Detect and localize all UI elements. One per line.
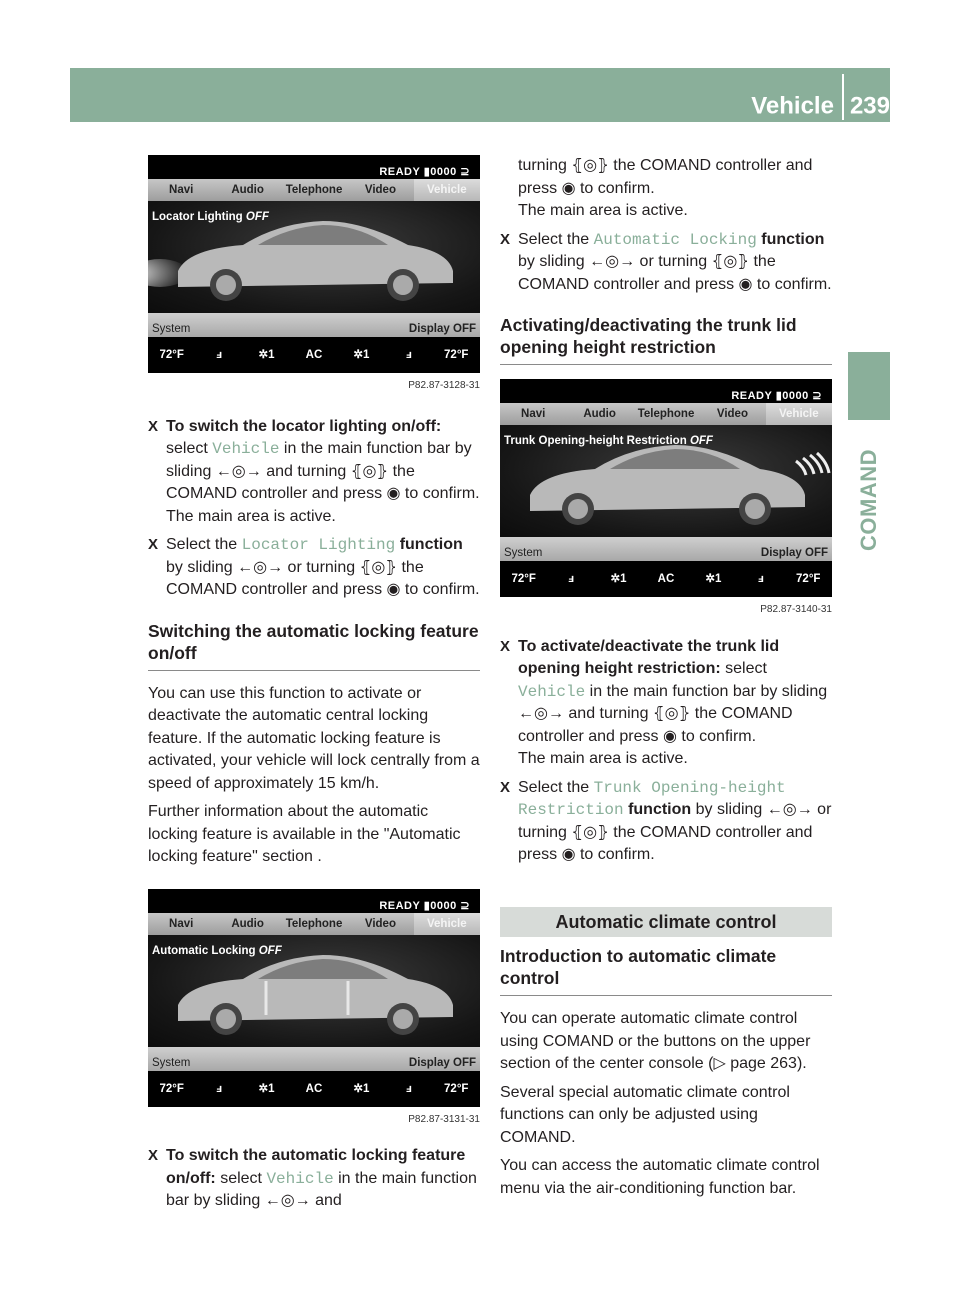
paragraph: Several special automatic climate control functions can only be adjusted using COMAND. (500, 1083, 790, 1146)
step-trunk-2: X Select the Trunk Opening-height Restriction function by sliding ←◎→ or turning ⦃◎⦄ the COMAND controller and press ◉ to confirm. (500, 778, 832, 863)
main-area (148, 201, 480, 313)
climate-bar (500, 561, 832, 597)
temp-right: 72°F (444, 349, 469, 361)
tab-vehicle: Vehicle (414, 179, 480, 201)
main-area (500, 425, 832, 537)
step-automatic-locking-1: X To switch the automatic locking feature on/off: select Vehicle in the main function bar by sliding ←◎→ and (148, 1147, 477, 1209)
display-off-label: Display OFF (760, 547, 828, 559)
tab-audio: Audio (231, 917, 264, 930)
airflow-left-icon: ⅎ (216, 1082, 223, 1095)
step-trunk-1: X To activate/deactivate the trunk lid opening height restriction: select Vehicle in the main function bar by sliding ←◎→ and turning ⦃◎⦄ the COMAND controller and press ◉ to confirm. The main area is active. (500, 637, 828, 767)
fan-left: ✲1 (258, 349, 275, 361)
step-continuation: turning ⦃◎⦄ the COMAND controller and press ◉ to confirm. The main area is active. (518, 157, 813, 219)
temp-left: 72°F (511, 573, 536, 585)
tab-video: Video (716, 408, 748, 420)
system-bar (148, 1047, 480, 1071)
function-bar (500, 403, 832, 425)
tab-telephone: Telephone (285, 184, 343, 196)
paragraph: Further information about the automatic locking feature is available in the "Automatic locking feature" section . (148, 803, 461, 865)
left-column (148, 155, 480, 1219)
system-bar (148, 313, 480, 337)
side-tab-marker (848, 352, 890, 420)
tab-video: Video (364, 184, 396, 196)
airflow-right-icon: ⅎ (405, 349, 412, 361)
tab-navi: Navi (169, 917, 194, 930)
airflow-right-icon: ⅎ (757, 573, 764, 585)
right-column (500, 155, 832, 1206)
function-bar (148, 179, 480, 201)
tab-audio: Audio (231, 184, 264, 196)
system-label: System (504, 547, 543, 559)
temp-left: 72°F (159, 1082, 184, 1095)
step-locator-1: X To switch the locator lighting on/off: select Vehicle in the main function bar by sliding ←◎→ and turning ⦃◎⦄ the COMAND controller and press ◉ to confirm. The main area is active. (148, 417, 480, 525)
system-bar (500, 537, 832, 561)
section-bar-climate: Automatic climate control (500, 907, 832, 938)
screen-function-state: OFF (689, 435, 713, 447)
tab-audio: Audio (583, 408, 616, 420)
page-number: 239 (849, 92, 890, 120)
fan-right: ✲1 (353, 349, 370, 361)
step-locator-2: X Select the Locator Lighting function by sliding ←◎→ or turning ⦃◎⦄ the COMAND controller and press ◉ to confirm. (148, 536, 480, 598)
fan-left: ✲1 (258, 1082, 275, 1095)
airflow-left-icon: ⅎ (216, 349, 223, 361)
status-bar: READY ▮0000 ⊇ (379, 899, 470, 912)
heading-trunk-lid: Activating/deactivating the trunk lid opening height restriction (500, 314, 832, 365)
temp-right: 72°F (796, 573, 821, 585)
screen-figure-locator (148, 155, 480, 373)
figure-caption: P82.87-3140-31 (760, 604, 832, 615)
screen-function-name: Automatic Locking (152, 944, 256, 957)
fan-right: ✲1 (353, 1082, 370, 1095)
figure-caption: P82.87-3128-31 (408, 380, 480, 391)
airflow-left-icon: ⅎ (568, 573, 575, 585)
tab-navi: Navi (169, 184, 194, 196)
section-title: Vehicle (751, 92, 834, 120)
heading-automatic-locking: Switching the automatic locking feature on/off (148, 620, 480, 671)
function-bar (148, 913, 480, 935)
climate-bar (148, 337, 480, 373)
fan-right: ✲1 (705, 573, 722, 585)
display-off-label: Display OFF (408, 1056, 476, 1069)
temp-right: 72°F (444, 1082, 469, 1095)
tab-telephone: Telephone (637, 408, 695, 420)
airflow-right-icon: ⅎ (405, 1082, 412, 1095)
header-title (751, 84, 890, 130)
screen-function-state: OFF (245, 211, 269, 223)
system-label: System (152, 323, 191, 335)
ac-label: AC (305, 349, 323, 361)
step-automatic-locking-2: X Select the Automatic Locking function by sliding ←◎→ or turning ⦃◎⦄ the COMAND controller and press ◉ to confirm. (500, 230, 832, 293)
figure-caption: P82.87-3131-31 (408, 1113, 480, 1125)
paragraph: You can operate automatic climate control using COMAND or the buttons on the upper section of the center console (▷ page 263). (500, 1010, 811, 1072)
display-off-label: Display OFF (408, 323, 476, 335)
tab-video: Video (364, 917, 396, 930)
fan-left: ✲1 (610, 573, 627, 585)
paragraph: You can access the automatic climate control menu via the air-conditioning function bar. (500, 1157, 820, 1197)
main-area (148, 935, 480, 1047)
screen-function-name: Locator Lighting (152, 211, 243, 223)
tab-vehicle: Vehicle (766, 403, 832, 425)
tab-vehicle: Vehicle (414, 913, 480, 935)
screen-function-state: OFF (258, 944, 282, 957)
ac-label: AC (305, 1082, 323, 1095)
status-bar: READY ▮0000 ⊇ (379, 166, 470, 178)
temp-left: 72°F (159, 349, 184, 361)
status-bar: READY ▮0000 ⊇ (731, 390, 822, 402)
climate-bar (148, 1071, 480, 1107)
side-tab-label: COMAND (856, 449, 881, 551)
heading-climate-intro: Introduction to automatic climate control (500, 945, 832, 996)
tab-navi: Navi (521, 408, 546, 420)
paragraph: You can use this function to activate or deactivate the automatic central locking feature. If the automatic locking feature is activated, your vehicle will lock centrally from a speed of approximately 15 km/h. (148, 684, 480, 792)
ac-label: AC (657, 573, 675, 585)
system-label: System (152, 1056, 191, 1069)
screen-figure-trunk (500, 379, 832, 597)
screen-figure-automatic-locking (148, 889, 480, 1107)
screen-function-name: Trunk Opening-height Restriction (504, 435, 687, 447)
tab-telephone: Telephone (285, 917, 343, 930)
